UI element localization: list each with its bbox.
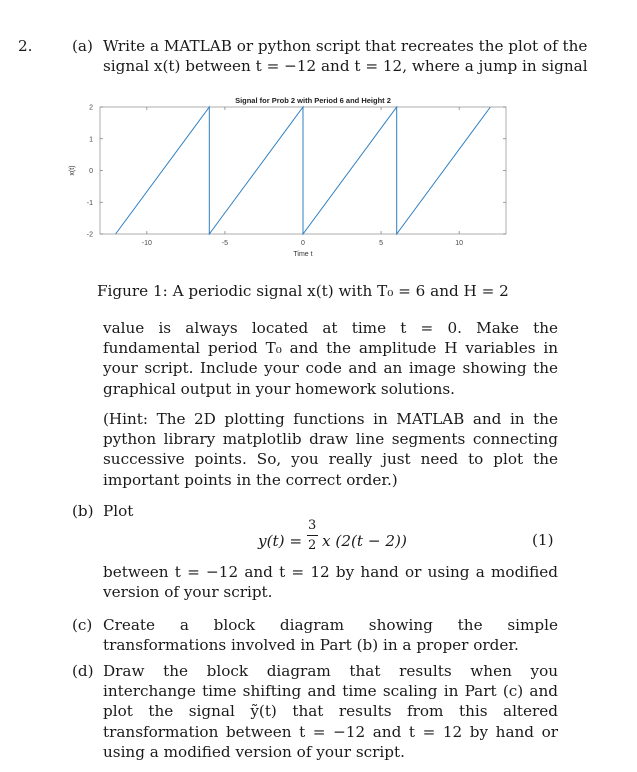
y-axis-label: x(t) <box>69 165 76 176</box>
x-axis-label: Time t <box>293 251 313 258</box>
part-d-label: (d) <box>72 662 94 680</box>
part-c-text: Create a block diagram showing the simple transformations involved in Part (b) in a proper order. <box>103 616 558 655</box>
figure-caption: Figure 1: A periodic signal x(t) with T₀ = 6 and H = 2 <box>97 282 509 300</box>
x-tick-label: 5 <box>379 240 384 247</box>
part-a-line2: signal x(t) between t = −12 and t = 12, where a jump in signal <box>103 57 588 75</box>
equation-tag: (1) <box>532 531 554 549</box>
series-line <box>116 107 491 234</box>
y-tick-label: -1 <box>86 199 93 207</box>
part-a-line1: Write a MATLAB or python script that recreates the plot of the <box>103 37 588 55</box>
part-d-text: Draw the block diagram that results when you interchange time shifting and time scaling in Part (c) and plot the signal ỹ(t) that results from this altered transformation between t = −12 and t = 12 by hand or using a modified version of your script. <box>103 662 558 761</box>
x-tick-label: 0 <box>301 240 305 247</box>
part-a-label: (a) <box>72 37 93 55</box>
part-b-title: Plot <box>103 502 134 520</box>
equation-rhs: x (2(t − 2)) <box>322 532 407 550</box>
fraction-bar <box>307 535 318 536</box>
y-tick-label: 1 <box>89 136 93 144</box>
part-b-text: between t = −12 and t = 12 by hand or using a modified version of your script. <box>103 563 558 602</box>
y-tick-label: 0 <box>89 168 93 175</box>
part-c-label: (c) <box>72 616 93 634</box>
y-tick-label: -2 <box>86 231 93 239</box>
problem-number: 2. <box>18 37 33 55</box>
x-tick-label: -5 <box>221 240 229 247</box>
equation-lhs: y(t) = <box>258 532 303 550</box>
hint-paragraph: (Hint: The 2D plotting functions in MATLAB and in the python library matplotlib draw line segments connecting successive points. So, you really just need to plot the important points in the correct order.) <box>103 410 558 489</box>
x-tick-label: 10 <box>455 240 464 247</box>
x-tick-label: -10 <box>141 240 152 247</box>
signal-chart <box>62 92 522 267</box>
part-b-label: (b) <box>72 502 94 520</box>
part-a-continuation: value is always located at time t = 0. Make the fundamental period T₀ and the amplitude H variables in your script. Include your code and an image showing the graphical output in your homework solutions. <box>103 319 558 398</box>
equation-fraction-num: 3 <box>308 518 317 533</box>
equation-fraction-den: 2 <box>308 538 317 553</box>
y-tick-label: 2 <box>89 104 93 112</box>
chart-title: Signal for Prob 2 with Period 6 and Height 2 <box>235 96 391 105</box>
